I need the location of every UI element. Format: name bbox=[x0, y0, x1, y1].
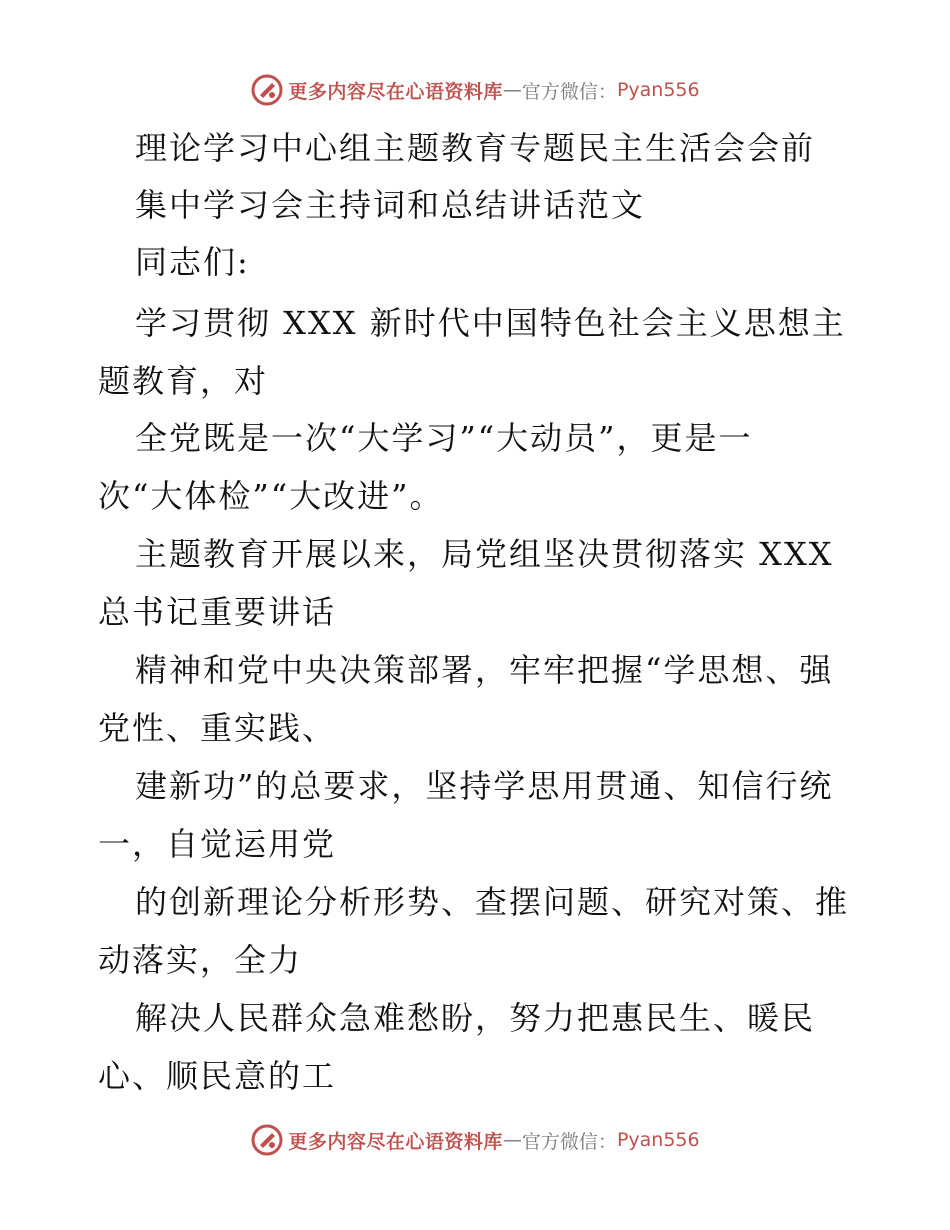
paragraph-line: 主题教育开展以来，局党组坚决贯彻落实 XXX bbox=[135, 535, 834, 573]
paragraph-line: 精神和党中央决策部署，牢牢把握“学思想、强 bbox=[135, 651, 834, 689]
document-title-line-1: 理论学习中心组主题教育专题民主生活会会前 bbox=[135, 129, 816, 167]
banner-text: 更多内容尽在心语资料库 bbox=[288, 1130, 503, 1153]
paragraph-line: 动落实，全力 bbox=[98, 941, 303, 979]
salutation: 同志们: bbox=[135, 243, 250, 281]
paragraph-line: 次“大体检”“大改进”。 bbox=[98, 477, 444, 515]
paragraph-line: 一，自觉运用党 bbox=[98, 825, 337, 863]
banner-wechat-id: Pyan556 bbox=[616, 79, 700, 101]
banner-dash: — bbox=[502, 1129, 522, 1151]
paragraph-line: 党性、重实践、 bbox=[98, 709, 337, 747]
paragraph-line: 的创新理论分析形势、查摆问题、研究对策、推 bbox=[135, 883, 850, 921]
banner-wechat-label: 官方微信： bbox=[521, 80, 617, 103]
paragraph-line: 建新功”的总要求，坚持学思用贯通、知信行统 bbox=[135, 767, 834, 805]
paragraph-line: 学习贯彻 XXX 新时代中国特色社会主义思想主 bbox=[135, 304, 846, 342]
paragraph-line: 全党既是一次“大学习”“大动员”，更是一 bbox=[135, 419, 753, 457]
header-banner bbox=[0, 70, 950, 110]
banner-wechat-label: 官方微信： bbox=[521, 1130, 617, 1153]
paragraph-line: 心、顺民意的工 bbox=[98, 1057, 337, 1095]
paragraph-line: 总书记重要讲话 bbox=[98, 593, 337, 631]
document-title-line-2: 集中学习会主持词和总结讲话范文 bbox=[135, 186, 646, 224]
logo-icon bbox=[250, 1123, 284, 1157]
banner-dash: — bbox=[502, 79, 522, 101]
paragraph-line: 解决人民群众急难愁盼，努力把惠民生、暖民 bbox=[135, 999, 816, 1037]
logo-icon bbox=[250, 73, 284, 107]
banner-wechat-id: Pyan556 bbox=[616, 1129, 700, 1151]
footer-banner bbox=[0, 1120, 950, 1160]
paragraph-line: 题教育，对 bbox=[98, 362, 269, 400]
banner-text: 更多内容尽在心语资料库 bbox=[288, 80, 503, 103]
